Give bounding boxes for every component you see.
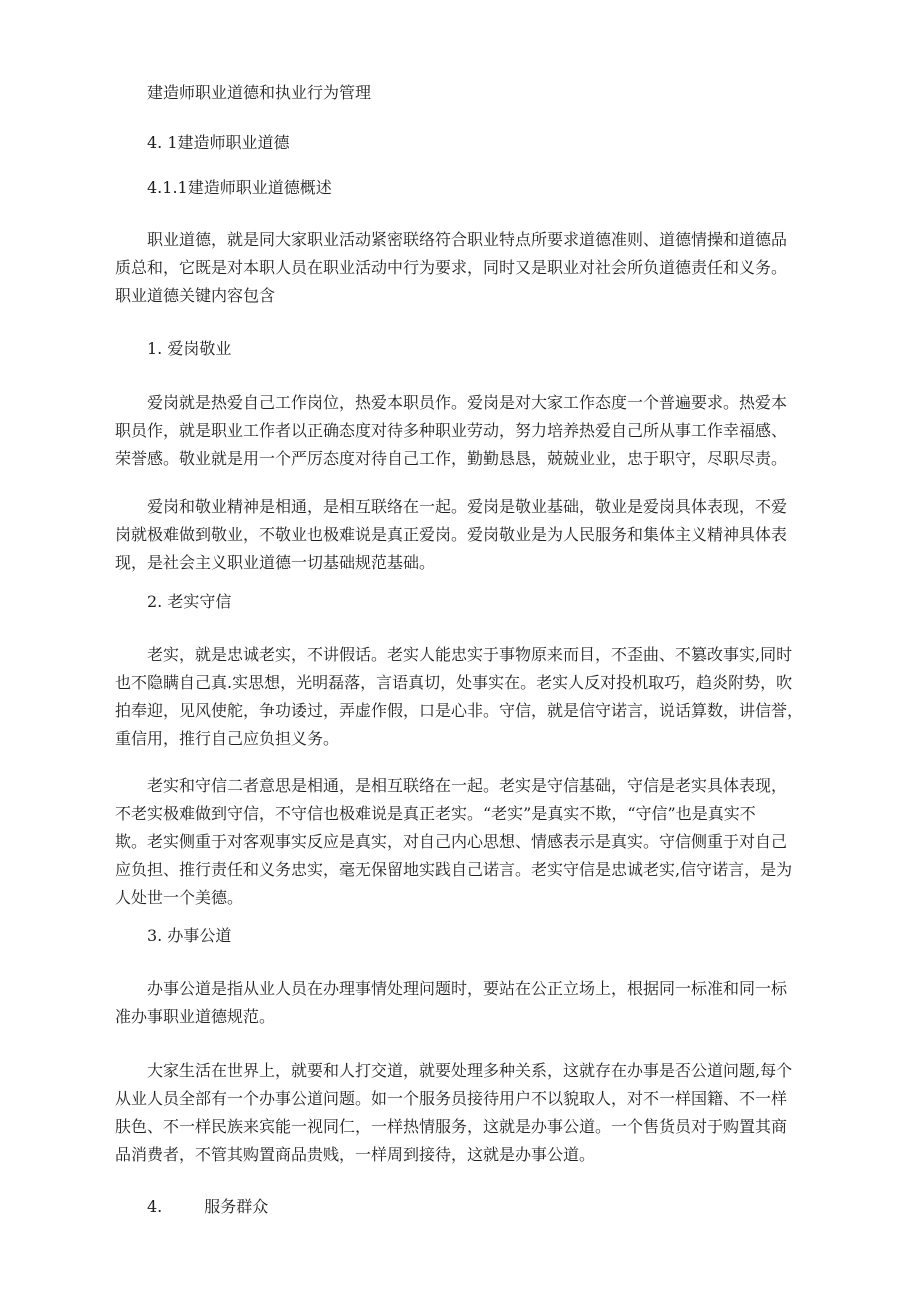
paragraph-line: 重信用，推行自己应负担义务。 <box>115 729 340 748</box>
item-label: 办事公道 <box>167 926 232 945</box>
paragraph-line: 职业道德，就是同大家职业活动紧密联络符合职业特点所要求道德准则、道德情操和道德品 <box>147 230 788 249</box>
item-number: 3. <box>147 926 163 945</box>
paragraph-line: 品消费者，不管其购置商品贵贱，一样周到接待，这就是办事公道。 <box>115 1145 596 1164</box>
paragraph <box>115 226 815 310</box>
paragraph-line: 从业人员全部有一个办事公道问题。如一个服务员接待用户不以貌取人，对不一样国籍、不一样 <box>115 1089 788 1108</box>
paragraph-line: 办事公道是指从业人员在办理事情处理问题时，要站在公正立场上，根据同一标准和同一标 <box>147 979 788 998</box>
subsection-heading <box>115 174 815 202</box>
item-number: 1. <box>147 339 163 358</box>
paragraph-line: 拍奉迎，见风使舵，争功诿过，弄虚作假，口是心非。守信，就是信守诺言，说话算数，讲信誉， <box>115 701 804 720</box>
paragraph-line: 人处世一个美德。 <box>115 888 244 907</box>
document-title <box>115 79 815 107</box>
list-heading-1 <box>115 335 815 363</box>
paragraph-line: 老实和守信二者意思是相通，是相互联络在一起。老实是守信基础，守信是老实具体表现， <box>147 776 788 795</box>
list-heading-4 <box>115 1193 815 1221</box>
item-label: 爱岗敬业 <box>167 339 232 358</box>
paragraph-line: 肤色、不一样民族来宾能一视同仁，一样热情服务，这就是办事公道。一个售货员对于购置其商 <box>115 1117 788 1136</box>
paragraph-line: 老实，就是忠诚老实，不讲假话。老实人能忠实于事物原来而目，不歪曲、不篡改事实,同时 <box>147 645 793 664</box>
list-heading-3 <box>115 922 815 950</box>
section-text: 4. 1建造师职业道德 <box>147 133 290 152</box>
title-text: 建造师职业道德和执业行为管理 <box>147 83 372 102</box>
paragraph <box>115 975 815 1031</box>
paragraph <box>115 389 815 473</box>
paragraph-line: 岗就极难做到敬业，不敬业也极难说是真正爱岗。爱岗敬业是为人民服务和集体主义精神具体表 <box>115 525 788 544</box>
subsection-text: 4.1.1建造师职业道德概述 <box>147 178 332 197</box>
paragraph-line: 欺。老实侧重于对客观事实反应是真实，对自己内心思想、情感表示是真实。守信侧重于对自己 <box>115 832 788 851</box>
paragraph <box>115 641 815 753</box>
paragraph-line: 也不隐瞒自己真.实思想，光明磊落，言语真切，处事实在。老实人反对投机取巧，趋炎附势，吹 <box>115 673 793 692</box>
paragraph-line: 准办事职业道德规范。 <box>115 1007 276 1026</box>
item-number: 4. <box>147 1197 163 1216</box>
paragraph-line: 质总和，它既是对本职人员在职业活动中行为要求，同时又是职业对社会所负道德责任和义务。 <box>115 258 788 277</box>
item-label: 老实守信 <box>167 592 232 611</box>
item-number: 2. <box>147 592 163 611</box>
paragraph <box>115 493 815 577</box>
paragraph-line: 职员作，就是职业工作者以正确态度对待多种职业劳动，努力培养热爱自己所从事工作幸福感、 <box>115 421 788 440</box>
paragraph-line: 应负担、推行责任和义务忠实，毫无保留地实践自己诺言。老实守信是忠诚老实,信守诺言，是为 <box>115 860 793 879</box>
paragraph-line: 不老实极难做到守信，不守信也极难说是真正老实。“老实”是真实不欺，“守信”也是真实不 <box>115 804 756 823</box>
paragraph <box>115 1057 815 1169</box>
paragraph-line: 爱岗和敬业精神是相通，是相互联络在一起。爱岗是敬业基础，敬业是爱岗具体表现，不爱 <box>147 497 788 516</box>
list-heading-2 <box>115 588 815 616</box>
paragraph-line: 职业道德关键内容包含 <box>115 286 276 305</box>
paragraph-line: 现，是社会主义职业道德一切基础规范基础。 <box>115 553 436 572</box>
paragraph-line: 大家生活在世界上，就要和人打交道，就要处理多种关系，这就存在办事是否公道问题,每个 <box>147 1061 793 1080</box>
section-heading <box>115 129 815 157</box>
item-label: 服务群众 <box>204 1197 269 1216</box>
paragraph-line: 爱岗就是热爱自己工作岗位，热爱本职员作。爱岗是对大家工作态度一个普遍要求。热爱本 <box>147 393 788 412</box>
paragraph <box>115 772 815 912</box>
paragraph-line: 荣誉感。敬业就是用一个严厉态度对待自己工作，勤勤恳恳，兢兢业业，忠于职守，尽职尽责。 <box>115 449 788 468</box>
